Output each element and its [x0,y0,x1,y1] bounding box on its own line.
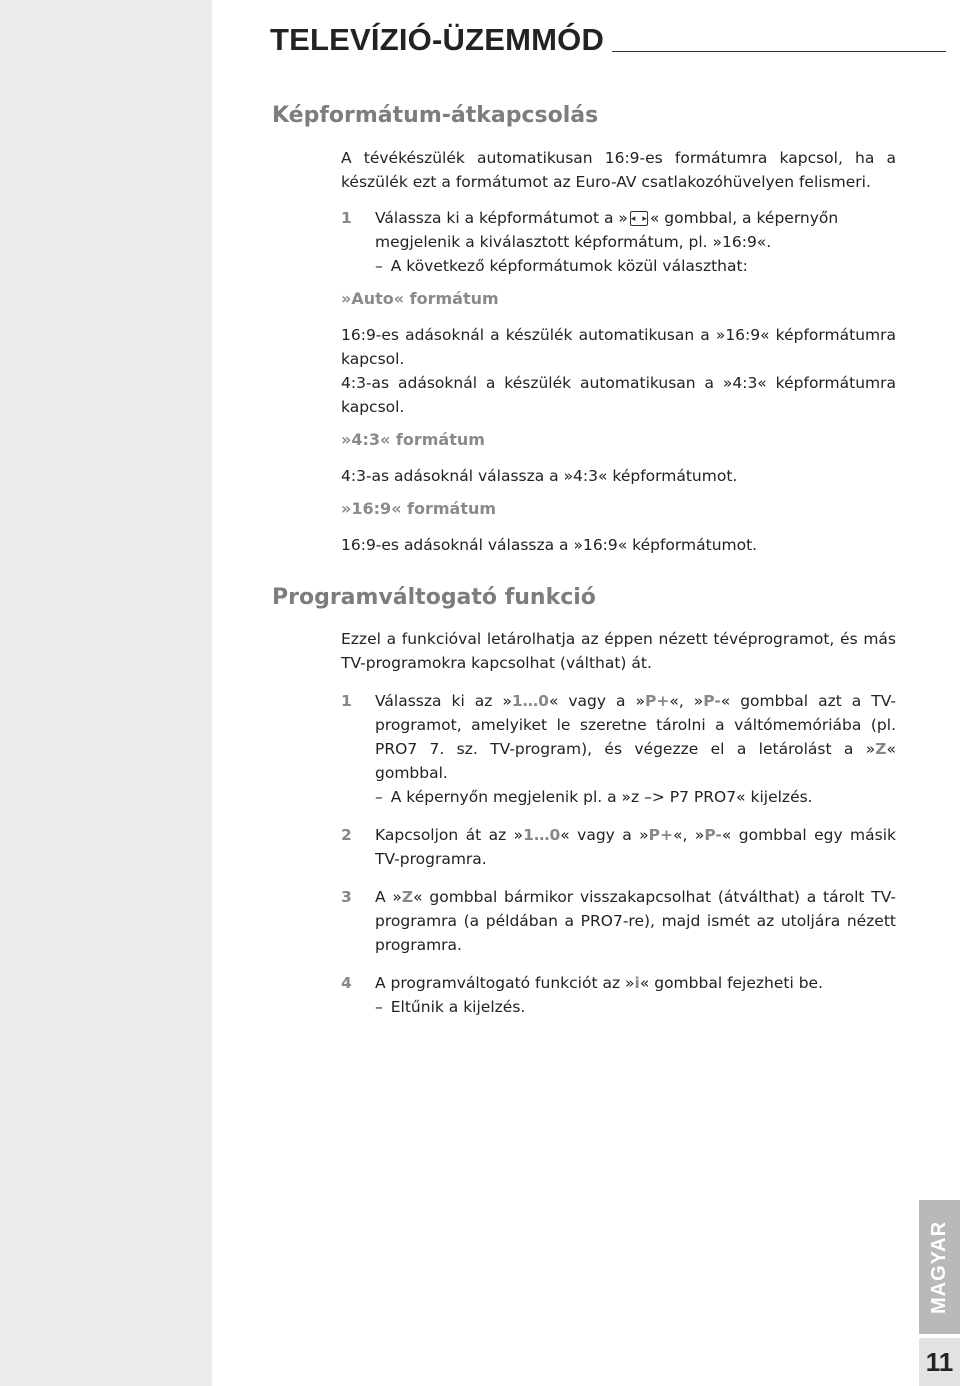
section-heading-picture-format: Képformátum-átkapcsolás [272,103,599,128]
key-label: i [634,974,640,992]
format-4-3-text: 4:3-as adásoknál válassza a »4:3« képformátumot. [341,467,738,485]
key-label: 1…0 [511,692,549,710]
step-4: 4 A programváltogató funkciót az »i« gombbal fejezheti be. [341,971,896,995]
left-margin-band [0,0,212,1386]
step-2: 2 Kapcsoljon át az »1…0« vagy a »P+«, »P-« gombbal egy másik TV-programra. [341,823,896,871]
language-label: MAGYAR [928,1220,950,1314]
page-number: 11 [919,1338,960,1386]
step-3: 3 A »Z« gombbal bármikor visszakapcsolhat (átválthat) a tárolt TV-programra (a példában a PRO7-re), majd ismét az utoljára nézett programra. [341,885,896,957]
section-program-swap-body [341,627,896,1019]
subheading-16-9-format: »16:9« formátum [341,499,497,518]
intro-paragraph: Ezzel a funkcióval letárolhatja az éppen nézett tévéprogramot, és más TV-programokra kapcsolhat (válthat) át. [341,630,896,672]
header-rule [612,51,946,52]
aspect-ratio-icon [630,211,648,226]
step-number: 2 [341,826,352,844]
step-1: 1 Válassza ki az »1…0« vagy a »P+«, »P-« gombbal azt a TV-programot, amelyiket le szeretne tárolni a váltómemóriába (pl. PRO7 7. sz. TV-program), és végezze el a letárolást a »Z« gombbal. [341,689,896,785]
section-heading-program-swap: Programváltogató funkció [272,585,596,610]
auto-paragraph-1: 16:9-es adásoknál a készülék automatikusan a »16:9« képformátumra kapcsol. [341,326,896,368]
step-1: 1 Válassza ki a képformátumot a »◂ ▸ « gombbal, a képernyőn megjelenik a kiválasztott képformátum, pl. »16:9«. [341,206,896,254]
key-label: P+ [644,692,670,710]
side-tab [919,1200,960,1386]
language-tab [919,1200,960,1334]
page-header [270,22,960,58]
format-16-9-text: 16:9-es adásoknál válassza a »16:9« képformátumot. [341,536,758,554]
subheading-4-3-format: »4:3« formátum [341,430,485,449]
step-number: 1 [341,692,352,710]
intro-paragraph: A tévékészülék automatikusan 16:9-es formátumra kapcsol, ha a készülék ezt a formátumot az Euro-AV csatlakozóhüvelyen felismeri. [341,149,896,191]
auto-paragraph-2: 4:3-as adásoknál a készülék automatikusan a »4:3« képformátumra kapcsol. [341,374,896,416]
section-picture-format-body [341,146,896,557]
step-note: – A következő képformátumok közül választhat: [375,257,748,275]
step-number: 1 [341,209,352,227]
step-note: – Eltűnik a kijelzés. [375,998,526,1016]
step-note: – A képernyőn megjelenik pl. a »z –> P7 PRO7« kijelzés. [375,788,813,806]
key-label: Z [875,740,887,758]
step-number: 4 [341,974,352,992]
key-label: P+ [648,826,674,844]
key-label: 1…0 [523,826,561,844]
subheading-auto-format: »Auto« formátum [341,289,499,308]
page-title: TELEVÍZIÓ-ÜZEMMÓD [270,22,605,57]
key-label: Z [401,888,414,906]
key-label: P- [704,826,722,844]
key-label: P- [703,692,721,710]
step-number: 3 [341,888,352,906]
